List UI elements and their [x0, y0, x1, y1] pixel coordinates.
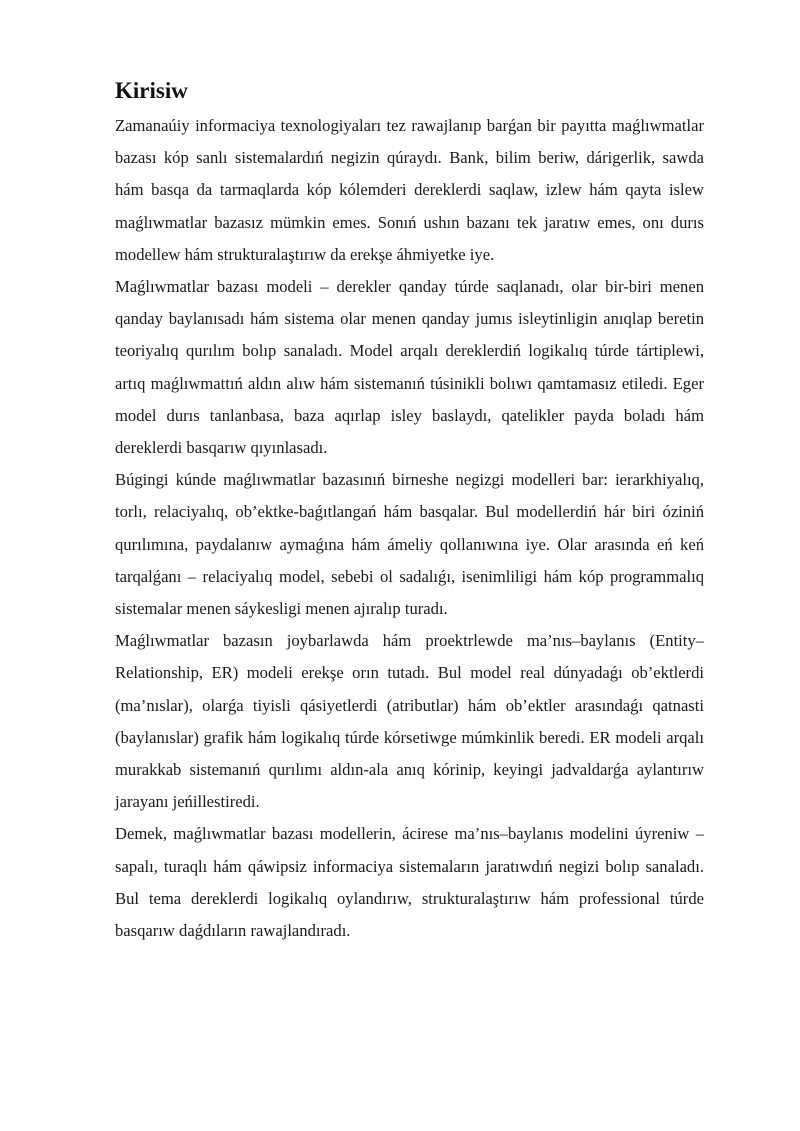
paragraph-5: Demek, maǵlıwmatlar bazası modellerin, ácirese ma’nıs–baylanıs modelini úyreniw – sapalı, turaqlı hám qáwipsiz informaciya sistemaların jaratıwdıń negizi bolıp sanaladı. Bul tema dereklerdi logikalıq oylandırıw, strukturalaştırıw hám professional túrde basqarıw daǵdıların rawajlandıradı. [115, 824, 704, 941]
paragraph-1: Zamanaúiy informaciya texnologiyaları tez rawajlanıp barǵan bir payıtta maǵlıwmatlar bazası kóp sanlı sistemalardıń negizin qúraydı. Bank, bilim beriw, dárigerlik, sawda hám basqa da tarmaqlarda kóp kólemderi dereklerdi saqlaw, izlew hám qayta islew maǵlıwmatlar bazasız mümkin emes. Sonıń ushın bazanı tek jaratıw emes, onı durıs modellew hám strukturalaştırıw da erekşe áhmiyetke iye. [115, 116, 704, 264]
document-page [115, 76, 704, 947]
paragraph-3: Búgingi kúnde maǵlıwmatlar bazasınıń birneshe negizgi modelleri bar: ierarkhiyalıq, torlı, relaciyalıq, ob’ektke-baǵıtlangań hám basqalar. Bul modellerdiń hár biri óziniń qurılımına, paydalanıw aymaǵına hám ámeliy qollanıwına iye. Olar arasında eń keń tarqalǵanı – relaciyalıq model, sebebi ol sadalıǵı, isenimliligi hám kóp programmalıq sistemalar menen sáykesligi menen ajıralıp turadı. [115, 470, 704, 619]
page-title: Kirisiw [115, 78, 188, 103]
paragraph-2: Maǵlıwmatlar bazası modeli – derekler qanday túrde saqlanadı, olar bir-biri menen qanday baylanısadı hám sistema olar menen qanday jumıs isleytinligin anıqlap beretin teoriyalıq qurılım bolıp sanaladı. Model arqalı dereklerdiń logikalıq túrde tártiplewi, artıq maǵlıwmattıń aldın alıw hám sistemanıń túsinikli bolıwı qamtamasız etiledi. Eger model durıs tanlanbasa, baza aqırlap isley baslaydı, qatelikler payda boladı hám dereklerdi basqarıw qıyınlasadı. [115, 277, 704, 458]
paragraph-4: Maǵlıwmatlar bazasın joybarlawda hám proektrlewde ma’nıs–baylanıs (Entity–Relationship, ER) modeli erekşe orın tutadı. Bul model real dúnyadaǵı ob’ektlerdi (ma’nıslar), olarǵa tiyisli qásiyetlerdi (atributlar) hám ob’ektler arasındaǵı qatnasti (baylanıslar) grafik hám logikalıq túrde kórsetiwge múmkinlik beredi. ER modeli arqalı murakkab sistemanıń qurılımı aldın-ala anıq kórinip, keyingi jadvaldarǵa aylantırıw jarayanı jeńillestiredi. [115, 631, 704, 812]
